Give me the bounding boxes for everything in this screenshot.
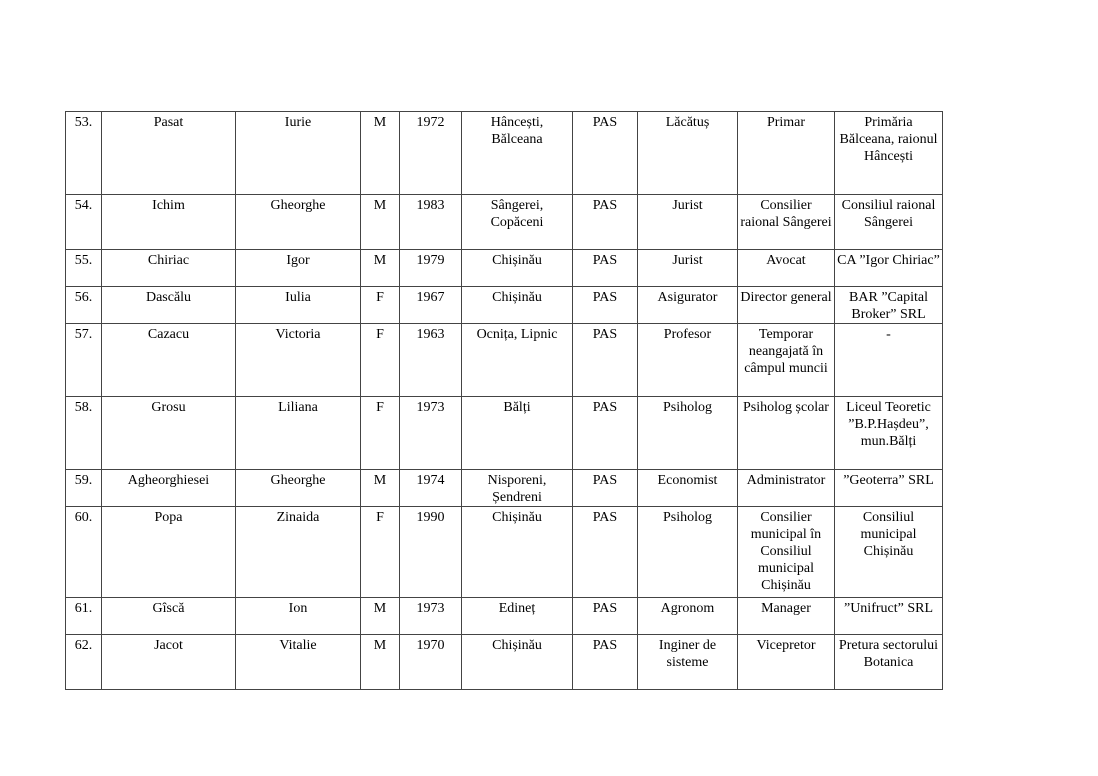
- position: Avocat: [738, 250, 835, 287]
- last-name: Pasat: [102, 112, 236, 195]
- profession: Jurist: [638, 250, 738, 287]
- first-name: Victoria: [236, 324, 361, 397]
- position: Vicepretor: [738, 635, 835, 690]
- sex: M: [361, 635, 400, 690]
- first-name: Iurie: [236, 112, 361, 195]
- table-row: [66, 112, 943, 195]
- sex: F: [361, 324, 400, 397]
- sex: F: [361, 397, 400, 470]
- workplace: CA ”Igor Chiriac”: [835, 250, 943, 287]
- party: PAS: [573, 507, 638, 598]
- position: Psiholog școlar: [738, 397, 835, 470]
- locality: Chișinău: [462, 250, 573, 287]
- party: PAS: [573, 635, 638, 690]
- first-name: Liliana: [236, 397, 361, 470]
- sex: M: [361, 112, 400, 195]
- last-name: Agheorghiesei: [102, 470, 236, 507]
- sex: M: [361, 598, 400, 635]
- last-name: Jacot: [102, 635, 236, 690]
- workplace: Consiliul raional Sângerei: [835, 195, 943, 250]
- party: PAS: [573, 112, 638, 195]
- row-number: 56.: [66, 287, 102, 324]
- profession: Asigurator: [638, 287, 738, 324]
- table-row: [66, 397, 943, 470]
- table-row: [66, 324, 943, 397]
- profession: Agronom: [638, 598, 738, 635]
- row-number: 57.: [66, 324, 102, 397]
- first-name: Vitalie: [236, 635, 361, 690]
- locality: Edineț: [462, 598, 573, 635]
- birth-year: 1963: [400, 324, 462, 397]
- profession: Psiholog: [638, 397, 738, 470]
- table-row: [66, 287, 943, 324]
- first-name: Zinaida: [236, 507, 361, 598]
- sex: M: [361, 470, 400, 507]
- row-number: 59.: [66, 470, 102, 507]
- workplace: Consiliul municipal Chișinău: [835, 507, 943, 598]
- workplace: Liceul Teoretic ”B.P.Hașdeu”, mun.Bălți: [835, 397, 943, 470]
- party: PAS: [573, 598, 638, 635]
- row-number: 54.: [66, 195, 102, 250]
- table-row: [66, 598, 943, 635]
- last-name: Ichim: [102, 195, 236, 250]
- locality: Chișinău: [462, 287, 573, 324]
- birth-year: 1970: [400, 635, 462, 690]
- last-name: Cazacu: [102, 324, 236, 397]
- position: Consilier municipal în Consiliul municipal Chișinău: [738, 507, 835, 598]
- profession: Profesor: [638, 324, 738, 397]
- first-name: Iulia: [236, 287, 361, 324]
- row-number: 60.: [66, 507, 102, 598]
- birth-year: 1973: [400, 397, 462, 470]
- birth-year: 1983: [400, 195, 462, 250]
- table-row: [66, 250, 943, 287]
- first-name: Ion: [236, 598, 361, 635]
- party: PAS: [573, 287, 638, 324]
- locality: Hâncești, Bălceana: [462, 112, 573, 195]
- table-row: [66, 507, 943, 598]
- profession: Psiholog: [638, 507, 738, 598]
- row-number: 53.: [66, 112, 102, 195]
- locality: Chișinău: [462, 635, 573, 690]
- workplace: Primăria Bălceana, raionul Hâncești: [835, 112, 943, 195]
- first-name: Gheorghe: [236, 470, 361, 507]
- position: Temporar neangajată în câmpul muncii: [738, 324, 835, 397]
- party: PAS: [573, 324, 638, 397]
- party: PAS: [573, 195, 638, 250]
- party: PAS: [573, 470, 638, 507]
- sex: F: [361, 507, 400, 598]
- position: Director general: [738, 287, 835, 324]
- position: Administrator: [738, 470, 835, 507]
- workplace: Pretura sectorului Botanica: [835, 635, 943, 690]
- last-name: Popa: [102, 507, 236, 598]
- party: PAS: [573, 397, 638, 470]
- profession: Jurist: [638, 195, 738, 250]
- workplace: ”Geoterra” SRL: [835, 470, 943, 507]
- last-name: Grosu: [102, 397, 236, 470]
- locality: Chișinău: [462, 507, 573, 598]
- locality: Nisporeni, Șendreni: [462, 470, 573, 507]
- sex: M: [361, 195, 400, 250]
- birth-year: 1972: [400, 112, 462, 195]
- table-row: [66, 470, 943, 507]
- birth-year: 1973: [400, 598, 462, 635]
- first-name: Igor: [236, 250, 361, 287]
- last-name: Chiriac: [102, 250, 236, 287]
- row-number: 61.: [66, 598, 102, 635]
- table-row: [66, 635, 943, 690]
- workplace: BAR ”Capital Broker” SRL: [835, 287, 943, 324]
- sex: M: [361, 250, 400, 287]
- row-number: 55.: [66, 250, 102, 287]
- position: Manager: [738, 598, 835, 635]
- sex: F: [361, 287, 400, 324]
- profession: Inginer de sisteme: [638, 635, 738, 690]
- locality: Bălți: [462, 397, 573, 470]
- locality: Sângerei, Copăceni: [462, 195, 573, 250]
- table-row: [66, 195, 943, 250]
- row-number: 62.: [66, 635, 102, 690]
- workplace: -: [835, 324, 943, 397]
- birth-year: 1967: [400, 287, 462, 324]
- birth-year: 1979: [400, 250, 462, 287]
- position: Primar: [738, 112, 835, 195]
- workplace: ”Unifruct” SRL: [835, 598, 943, 635]
- birth-year: 1974: [400, 470, 462, 507]
- last-name: Gîscă: [102, 598, 236, 635]
- position: Consilier raional Sângerei: [738, 195, 835, 250]
- party: PAS: [573, 250, 638, 287]
- profession: Economist: [638, 470, 738, 507]
- last-name: Dascălu: [102, 287, 236, 324]
- candidates-table: [65, 111, 943, 690]
- birth-year: 1990: [400, 507, 462, 598]
- locality: Ocnița, Lipnic: [462, 324, 573, 397]
- profession: Lăcătuș: [638, 112, 738, 195]
- row-number: 58.: [66, 397, 102, 470]
- first-name: Gheorghe: [236, 195, 361, 250]
